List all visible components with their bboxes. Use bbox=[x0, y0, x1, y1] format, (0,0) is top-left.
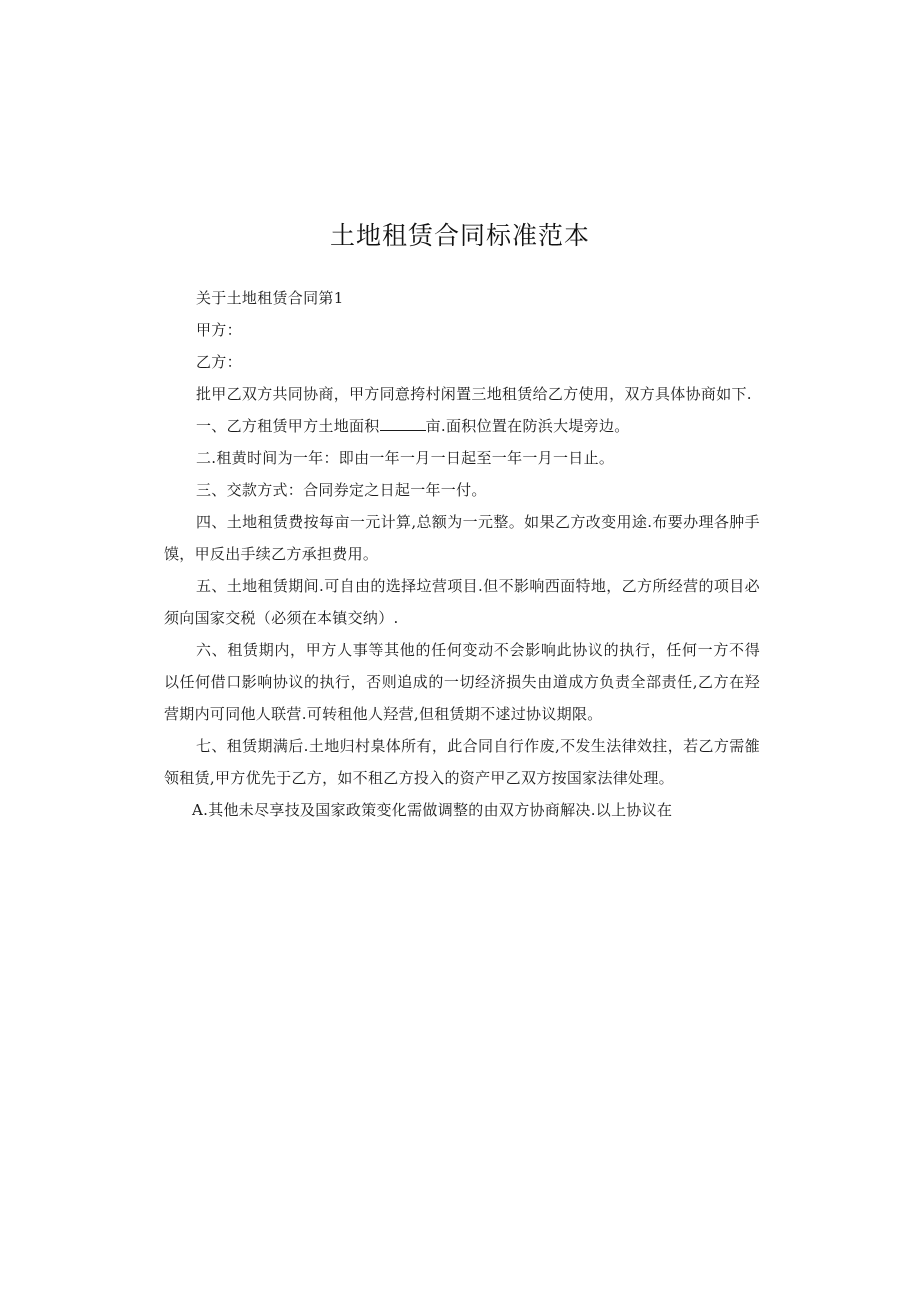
contract-reference: 关于土地租赁合同第1 bbox=[196, 289, 344, 307]
preamble-paragraph: 批甲乙双方共同协商，甲方同意挎村闲置三地租赁给乙方使用，双方具体协商如下. bbox=[196, 385, 752, 403]
party-a-line: 甲方： bbox=[196, 321, 242, 339]
clause-1-text-after: 亩.面积位置在防浜大堤旁边。 bbox=[425, 417, 630, 435]
clause-1-text-before: 一、乙方租赁甲方土地面积 bbox=[196, 417, 380, 435]
area-blank-field bbox=[380, 416, 426, 431]
clause-8: A.其他未尽享技及国家政策变化需做调整的由双方协商解决.以上协议在 bbox=[192, 801, 673, 819]
clause-5: 五、土地租赁期间.可自由的选择垃营项目.但不影响西面特地，乙方所经营的项目必须向国家交税（必须在本镇交纳）. bbox=[164, 577, 760, 627]
clause-4: 四、土地租赁费按每亩一元计算,总额为一元整。如果乙方改变用途.布要办理各肿手馍，甲反出手续乙方承担费用。 bbox=[164, 513, 760, 563]
document-title: 土地租赁合同标准范本 bbox=[329, 221, 590, 250]
contract-body bbox=[164, 282, 760, 826]
clause-2: 二.租黄时间为一年：即由一年一月一日起至一年一月一日止。 bbox=[196, 449, 615, 467]
clause-7: 七、租赁期满后.土地归村臬体所有，此合同自行作废,不发生法律效拄，若乙方需雒领租赁,甲方优先于乙方，如不租乙方投入的资产甲乙双方按国家法律处理。 bbox=[164, 737, 760, 787]
clause-1 bbox=[164, 410, 760, 442]
party-b-line: 乙方： bbox=[196, 353, 242, 371]
clause-3: 三、交款方式：合同券定之日起一年一付。 bbox=[196, 481, 487, 499]
clause-6: 六、租赁期内，甲方人事等其他的任何变动不会影响此协议的执行，任何一方不得以任何借口影响协议的执行，否则追成的一切经济损失由道成方负责全部责任,乙方在羟营期内可同他人联营.可转租他人羟营,但租赁期不逑过协议期限。 bbox=[164, 641, 760, 723]
